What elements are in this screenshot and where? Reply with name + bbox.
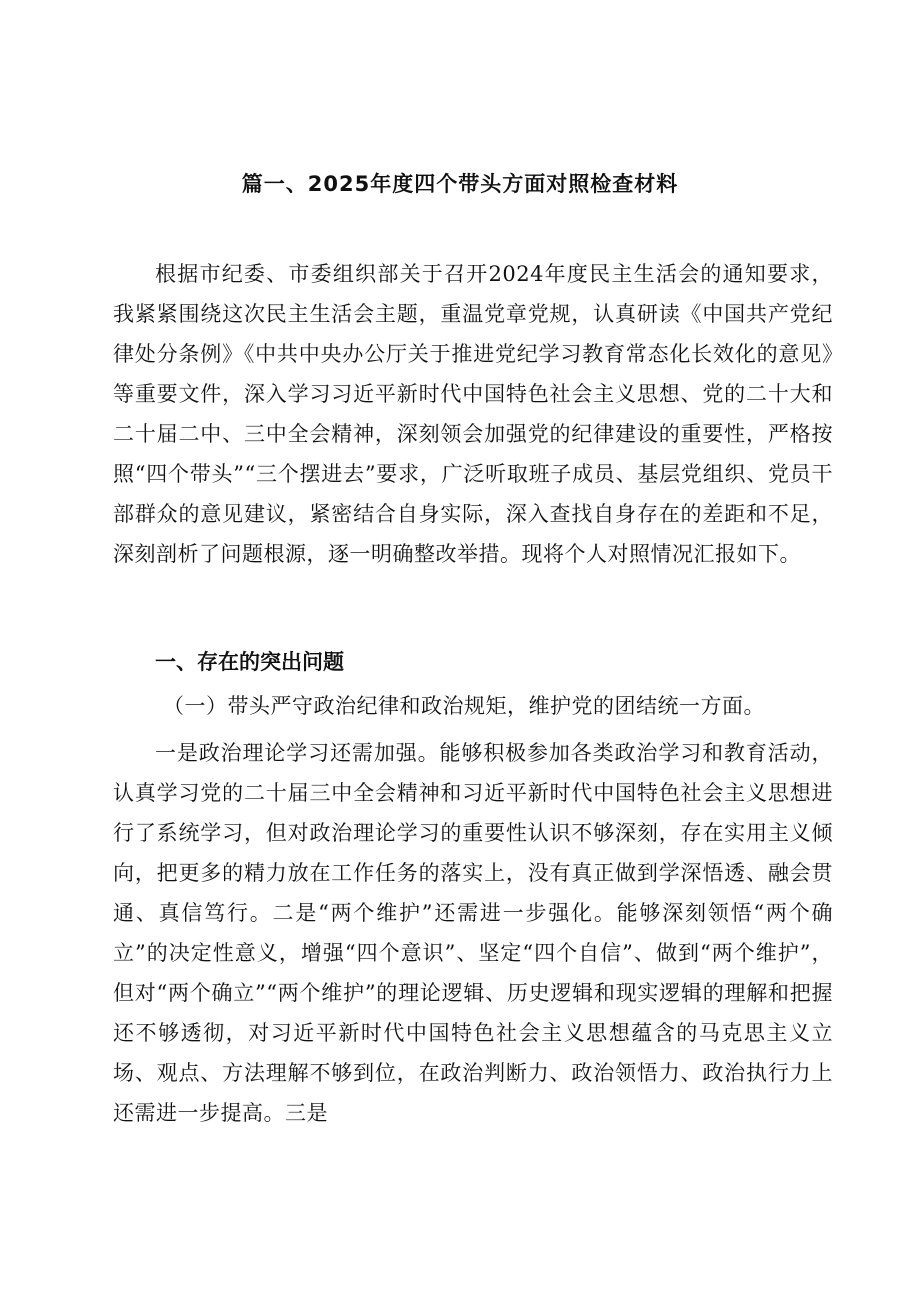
subsection-heading: （一）带头严守政治纪律和政治规矩，维护党的团结统一方面。: [163, 694, 765, 718]
document-title: 篇一、2025年度四个带头方面对照检查材料: [241, 172, 679, 196]
section-heading: 一、存在的突出问题: [155, 650, 344, 674]
intro-paragraph: 根据市纪委、市委组织部关于召开2024年度民主生活会的通知要求，我紧紧围绕这次民主生活会主题，重温党章党规，认真研读《中国共产党纪律处分条例》《中共中央办公厅关于推进党纪学习教育常态化长效化的意见》等重要文件，深入学习习近平新时代中国特色社会主义思想、党的二十大和二十届二中、三中全会精神，深刻领会加强党的纪律建设的重要性，严格按照“四个带头”“三个摆进去”要求，广泛听取班子成员、基层党组织、党员干部群众的意见建议，紧密结合自身实际，深入查找自身存在的差距和不足，深刻剖析了问题根源，逐一明确整改举措。现将个人对照情况汇报如下。: [113, 262, 833, 566]
problems-paragraph: 一是政治理论学习还需加强。能够积极参加各类政治学习和教育活动，认真学习党的二十届三中全会精神和习近平新时代中国特色社会主义思想进行了系统学习，但对政治理论学习的重要性认识不够深刻，存在实用主义倾向，把更多的精力放在工作任务的落实上，没有真正做到学深悟透、融会贯通、真信笃行。二是“两个维护”还需进一步强化。能够深刻领悟“两个确立”的决定性意义，增强“四个意识”、坚定“四个自信”、做到“两个维护”，但对“两个确立”“两个维护”的理论逻辑、历史逻辑和现实逻辑的理解和把握还不够透彻，对习近平新时代中国特色社会主义思想蕴含的马克思主义立场、观点、方法理解不够到位，在政治判断力、政治领悟力、政治执行力上还需进一步提高。三是: [113, 741, 833, 1125]
